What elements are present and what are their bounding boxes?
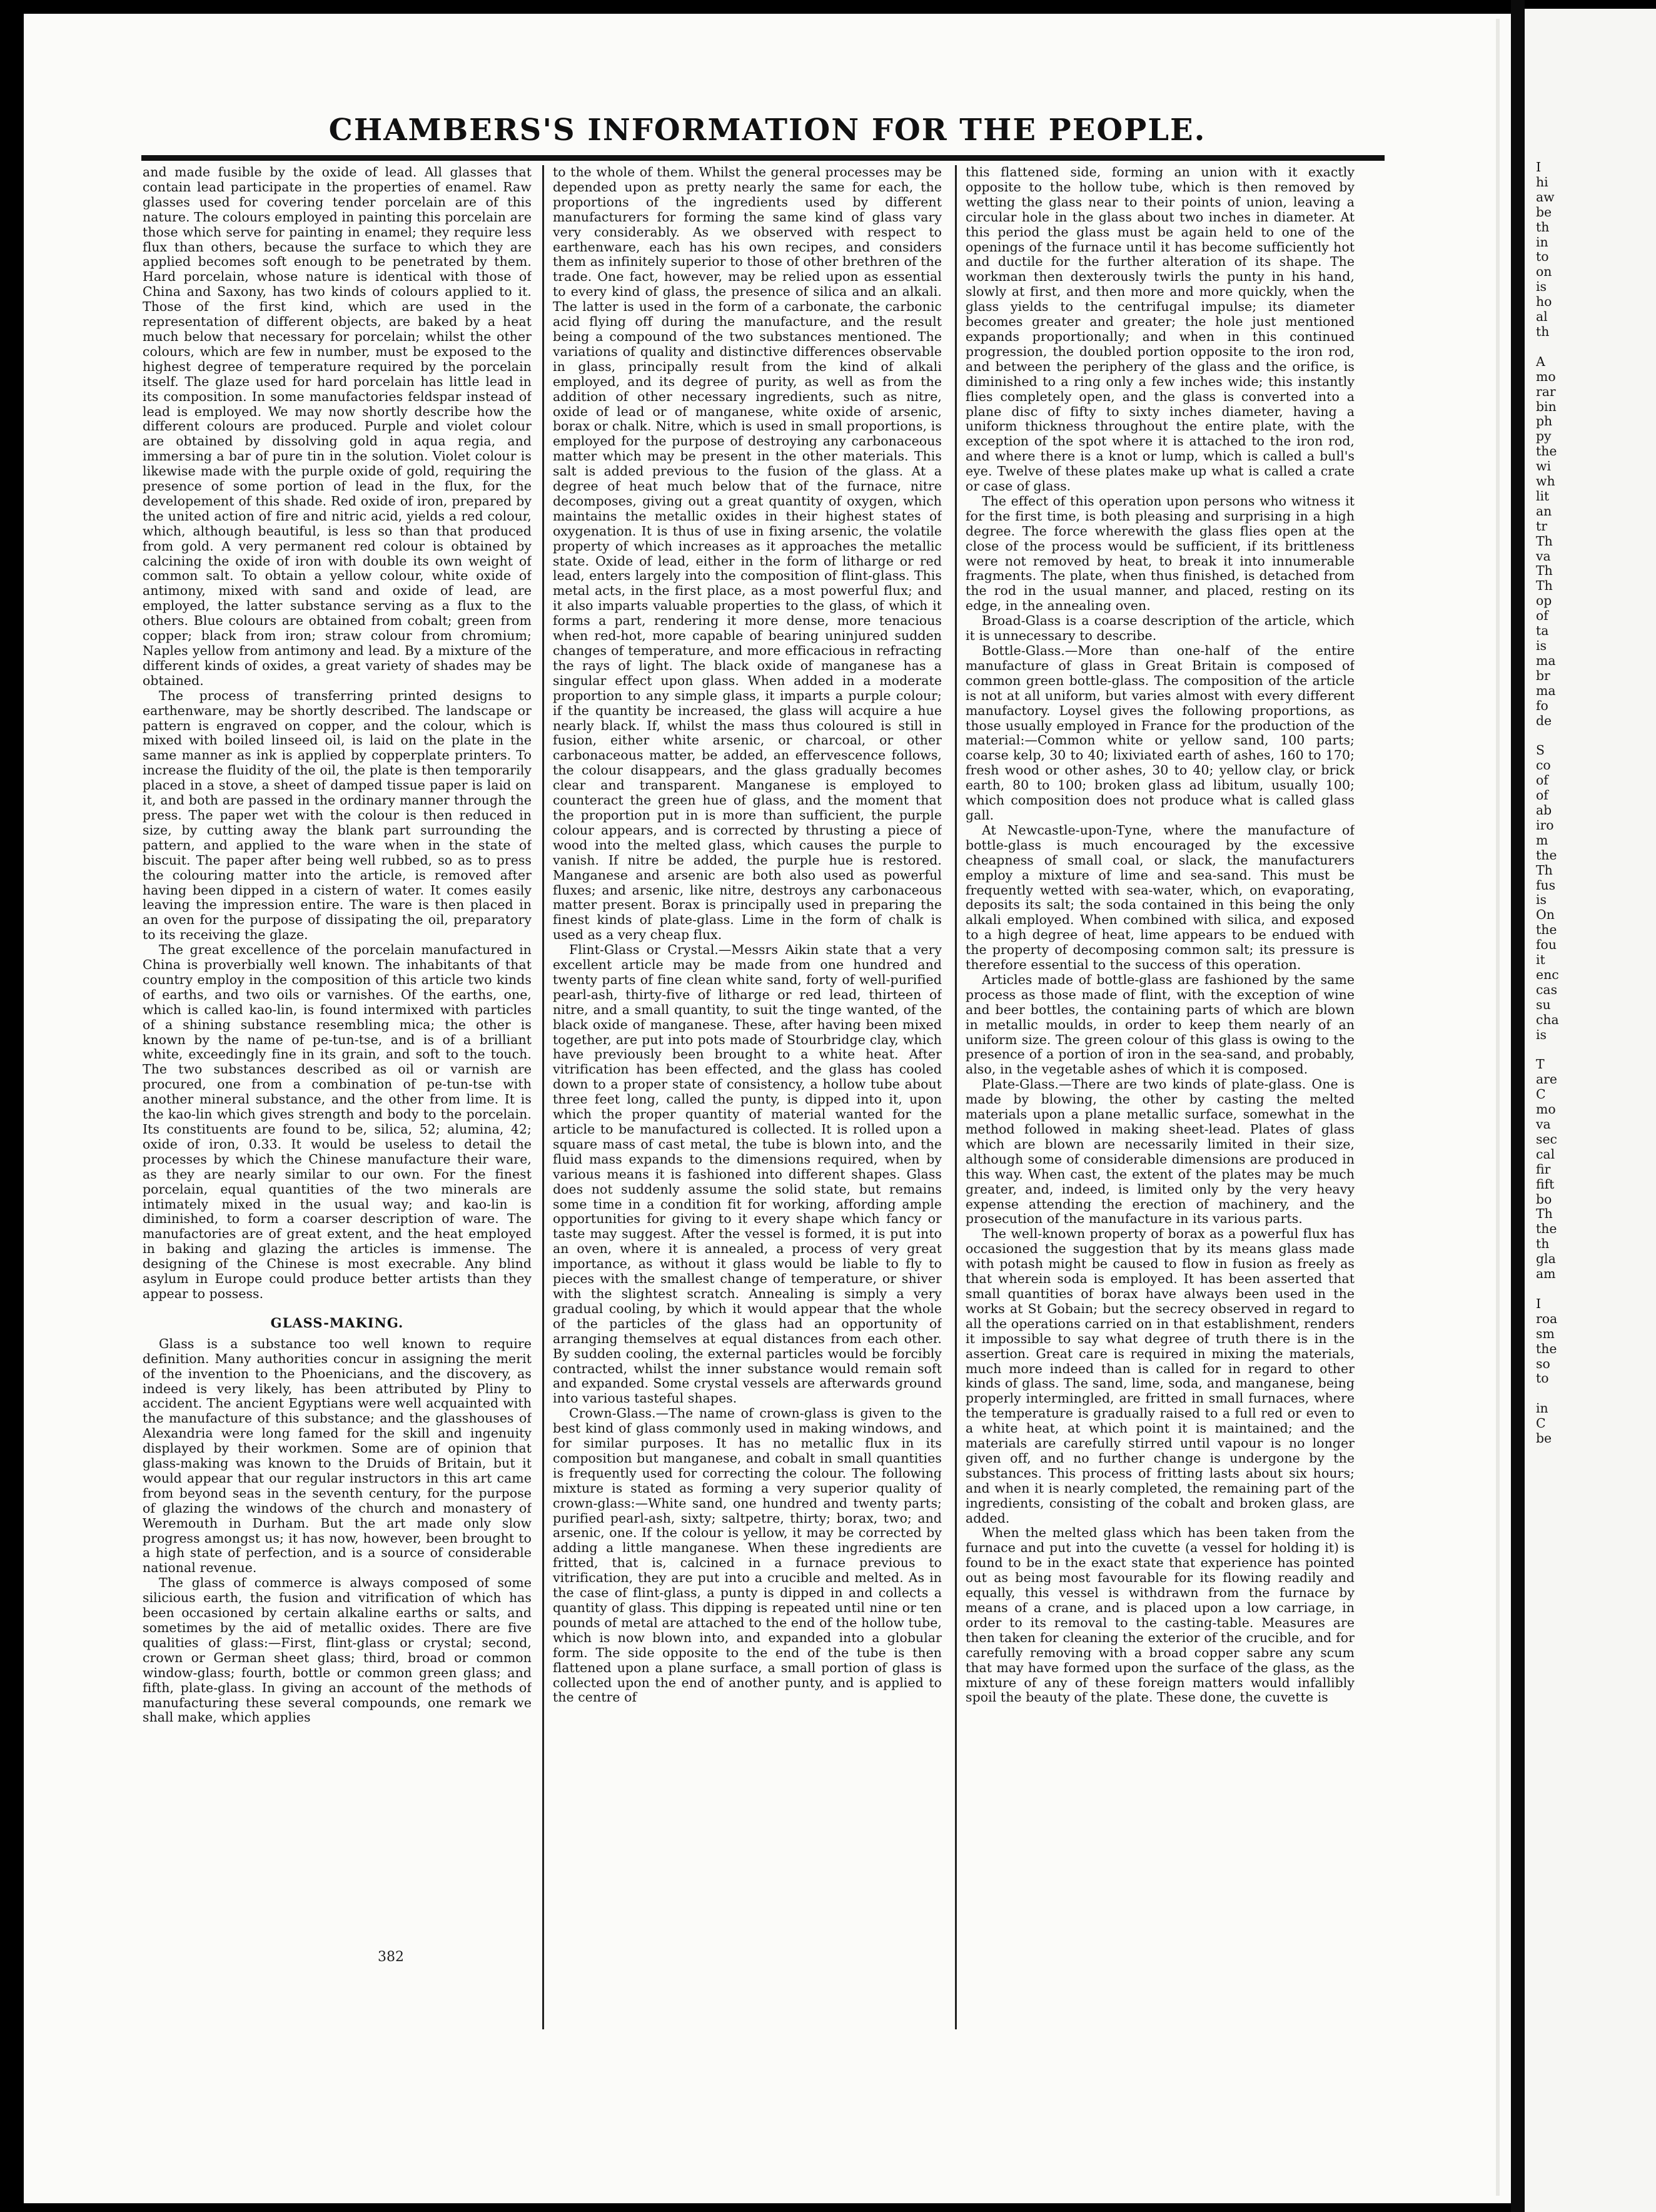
header-rule bbox=[141, 155, 1385, 161]
col2-paragraph-1: to the whole of them. Whilst the general processes may be depended upon as pretty nearly the same for each, the proportions of the ingredients used by different manufacturers for forming the same kind of glass vary very considerably. As we observed with respect to earthenware, each has his own recipes, and considers them as infinitely superior to those of other brethren of the trade. One fact, however, may be relied upon as essential to every kind of glass, the presence of silica and an alkali. The latter is used in the form of a carbonate, the carbonic acid flying off during the manufacture, and the result being a compound of the two substances mentioned. The variations of quality and distinctive differences observable in glass, principally result from the kind of alkali employed, and its degree of purity, as well as from the addition of other necessary ingredients, such as nitre, oxide of lead or of manganese, white oxide of arsenic, borax or chalk. Nitre, which is used in small proportions, is employed for the purpose of destroying any carbonaceous matter which may be present in the other materials. This salt is added previous to the fusion of the glass. At a degree of heat much below that of the furnace, nitre decomposes, giving out a great quantity of oxygen, which maintains the metallic oxides in their highest states of oxygenation. It is thus of use in fixing arsenic, the volatile property of which increases as it approaches the metallic state. Oxide of lead, either in the form of litharge or red lead, enters largely into the composition of flint-glass. This metal acts, in the first place, as a most powerful flux; and it also imparts valuable properties to the glass, of which it forms a part, rendering it more dense, more tenacious when red-hot, more capable of bearing uninjured sudden changes of temperature, and more efficacious in refracting the rays of light. The black oxide of manganese has a singular effect upon glass. When added in a moderate proportion to any simple glass, it imparts a purple colour; if the quantity be increased, the glass will acquire a hue nearly black. If, whilst the mass thus coloured is still in fusion, either white arsenic, or charcoal, or other carbonaceous matter, be added, an effervescence follows, the colour disappears, and the glass gradually becomes clear and transparent. Manganese is employed to counteract the green hue of glass, and the moment that the proportion put in is more than sufficient, the purple colour appears, and is corrected by thrusting a piece of wood into the melted glass, which causes the purple to vanish. If nitre be added, the purple hue is restored. Manganese and arsenic are both also used as powerful fluxes; and arsenic, like nitre, destroys any carbonaceous matter present. Borax is principally used in preparing the finest kinds of plate-glass. Lime in the form of chalk is used as a very cheap flux. bbox=[553, 165, 942, 943]
col3-paragraph-1: this flattened side, forming an union with it exactly opposite to the hollow tube, which is then removed by wetting the glass near to their points of union, leaving a circular hole in the glass about two inches in diameter. At this period the glass must be again held to one of the openings of the furnace until it has become sufficiently hot and ductile for the further alteration of its shape. The workman then dexterously twirls the punty in his hand, slowly at first, and then more and more quickly, when the glass yields to the centrifugal impulse; its diameter becomes greater and greater; the hole just mentioned expands proportionally; and when in this continued progression, the doubled portion opposite to the iron rod, and between the periphery of the glass and the orifice, is diminished to a ring only a few inches wide; this instantly flies completely open, and the glass is converted into a plane disc of fifty to sixty inches diameter, having a uniform thickness throughout the entire plate, with the exception of the spot where it is attached to the iron rod, and where there is a knot or lump, which is called a bull's eye. Twelve of these plates make up what is called a crate or case of glass. bbox=[966, 165, 1355, 494]
col1-paragraph-3: The great excellence of the porcelain manufactured in China is proverbially well known. The inhabitants of that country employ in the composition of this article two kinds of earths, and two oils or varnishes. Of the earths, one, which is called kao-lin, is found intermixed with particles of a shining substance resembling mica; the other is known by the name of pe-tun-tse, and is of a brilliant white, exceedingly fine in its grain, and soft to the touch. The two substances described as oil or varnish are procured, one from a combination of pe-tun-tse with another mineral substance, and the other from lime. It is the kao-lin which gives strength and body to the porcelain. Its constituents are found to be, silica, 52; alumina, 42; oxide of iron, 0.33. It would be useless to detail the processes by which the Chinese manufacture their ware, as they are nearly similar to our own. For the finest porcelain, equal quantities of the two minerals are intimately mixed in the usual way; and kao-lin is diminished, to form a coarser description of ware. The manufactories are of great extent, and the heat employed in baking and glazing the articles is immense. The designing of the Chinese is most execrable. Any blind asylum in Europe could produce better artists than they appear to possess. bbox=[143, 942, 532, 1301]
section-heading: GLASS-MAKING. bbox=[270, 1314, 404, 1331]
book-gutter bbox=[1511, 0, 1525, 2212]
col3-paragraph-8: The well-known property of borax as a powerful flux has occasioned the suggestion that by its means glass made with potash might be caused to flow in fusion as freely as that wherein soda is employed. It has been asserted that small quantities of borax have always been used in the works at St Gobain; but the secrecy observed in regard to all the operations carried on in that establishment, renders it impossible to say what degree of truth there is in the assertion. Great care is required in mixing the materials, much more indeed than is called for in regard to other kinds of glass. The sand, lime, soda, and manganese, being properly intermingled, are fritted in small furnaces, where the temperature is gradually raised to a full red or even to a white heat, at which point it is maintained; and the materials are carefully stirred until vapour is no longer given off, and no further change is undergone by the substances. This process of fritting lasts about six hours; and when it is nearly completed, the remaining part of the ingredients, consisting of the cobalt and broken glass, are added. bbox=[966, 1226, 1355, 1526]
page-edge-shadow bbox=[1496, 19, 1500, 2196]
col2-paragraph-2: Flint-Glass or Crystal.—Messrs Aikin state that a very excellent article may be made from one hundred and twenty parts of fine clean white sand, forty of well-purified pearl-ash, thirty-five of litharge or red lead, thirteen of nitre, and a small quantity, to suit the tinge wanted, of the black oxide of manganese. These, after having been mixed together, are put into pots made of Stourbridge clay, which have previously been brought to a white heat. After vitrification has been effected, and the glass has cooled down to a proper state of consistency, a hollow tube about three feet long, called the punty, is dipped into it, upon which the proper quantity of material wanted for the article to be manufactured is collected. It is rolled upon a square mass of cast metal, the tube is blown into, and the fluid mass expands to the dimensions required, when by various means it is fashioned into different shapes. Glass does not suddenly assume the solid state, but remains some time in a condition fit for working, affording ample opportunities for giving to it every shape which fancy or taste may suggest. After the vessel is formed, it is put into an oven, where it is annealed, a process of very great importance, as without it glass would be liable to fly to pieces with the smallest change of temperature, or shiver with the slightest scratch. Annealing is simply a very gradual cooling, by which it would appear that the whole of the particles of the glass had an opportunity of arranging themselves at equal distances from each other. By sudden cooling, the external particles would be forcibly contracted, whilst the inner substance would remain soft and expanded. Some crystal vessels are afterwards ground into various tasteful shapes. bbox=[553, 942, 942, 1406]
page-number: 382 bbox=[378, 1949, 404, 1965]
column-1 bbox=[143, 165, 532, 1954]
col3-paragraph-7: Plate-Glass.—There are two kinds of plate-glass. One is made by blowing, the other by casting the melted materials upon a plane metallic surface, somewhat in the method followed in making sheet-lead. Plates of glass which are blown are necessarily limited in their size, although some of considerable dimensions are produced in this way. When cast, the extent of the plates may be much greater, and, indeed, is limited only by the very heavy expense attending the erection of machinery, and the prosecution of the manufacture in its various parts. bbox=[966, 1077, 1355, 1227]
col3-paragraph-6: Articles made of bottle-glass are fashioned by the same process as those made of flint, with the exception of wine and beer bottles, the containing parts of which are blown in metallic moulds, in order to keep them nearly of an uniform size. The green colour of this glass is owing to the presence of a portion of iron in the sea-sand, and probably, also, in the vegetable ashes of which it is composed. bbox=[966, 972, 1355, 1077]
column-divider-1 bbox=[542, 165, 544, 2029]
col1-paragraph-5: The glass of commerce is always composed of some silicious earth, the fusion and vitrification of which has been occasioned by certain alkaline earths or salts, and sometimes by the aid of metallic oxides. There are five qualities of glass:—First, flint-glass or crystal; second, crown or German sheet glass; third, broad or common window-glass; fourth, bottle or common green glass; and fifth, plate-glass. In giving an account of the methods of manufacturing these several compounds, one remark we shall make, which applies bbox=[143, 1575, 532, 1725]
column-3 bbox=[966, 165, 1355, 1954]
col3-paragraph-3: Broad-Glass is a coarse description of the article, which it is unnecessary to describe. bbox=[966, 613, 1355, 644]
adjacent-page bbox=[1525, 9, 1656, 2212]
col1-paragraph-2: The process of transferring printed designs to earthenware, may be shortly described. The landscape or pattern is engraved on copper, and the colour, which is mixed with boiled linseed oil, is laid on the plate in the same manner as ink is applied by copperplate printers. To increase the fluidity of the oil, the plate is then temporarily placed in a stove, a sheet of damped tissue paper is laid on it, and both are passed in the ordinary manner through the press. The paper wet with the colour is then reduced in size, by cutting away the blank part surrounding the pattern, and applied to the ware when in the state of biscuit. The paper after being well rubbed, so as to press the colouring matter into the article, is removed after having been dipped in a cistern of water. It comes easily leaving the impression entire. The ware is then placed in an oven for the purpose of dissipating the oil, preparatory to its receiving the glaze. bbox=[143, 687, 532, 943]
column-2 bbox=[553, 165, 942, 1954]
adjacent-page-fragment: I hi aw be th in to on is ho al th A mo rar bin ph py the wi wh lit an tr Th va Th Th op of ta is ma br ma fo de S co of of ab iro m the Th fus is On the fou it enc cas su cha is T are C mo va sec cal fir fift bo Th the th gla am I roa sm the so to in C be bbox=[1536, 160, 1559, 1446]
running-title: CHAMBERS'S INFORMATION FOR THE PEOPLE. bbox=[328, 113, 1206, 148]
newspaper-page bbox=[24, 14, 1511, 2203]
col2-paragraph-3: Crown-Glass.—The name of crown-glass is given to the best kind of glass commonly used in making windows, and for similar purposes. It has no metallic flux in its composition but manganese, and cobalt in small quantities is frequently used for correcting the colour. The following mixture is stated as forming a very superior quality of crown-glass:—White sand, one hundred and twenty parts; purified pearl-ash, sixty; saltpetre, thirty; borax, two; and arsenic, one. If the colour is yellow, it may be corrected by adding a little manganese. When these ingredients are fritted, that is, calcined in a furnace previous to vitrification, they are put into a crucible and melted. As in the case of flint-glass, a punty is dipped in and collects a quantity of glass. This dipping is repeated until nine or ten pounds of metal are attached to the end of the hollow tube, which is now blown into, and expanded into a globular form. The side opposite to the end of the tube is then flattened upon a plane surface, a small portion of glass is collected upon the end of another punty, and is applied to the centre of bbox=[553, 1406, 942, 1705]
col3-paragraph-4: Bottle-Glass.—More than one-half of the entire manufacture of glass in Great Britain is composed of common green bottle-glass. The composition of the article is not at all uniform, but varies almost with every different manufactory. Loysel gives the following proportions, as those usually employed in France for the production of the material:—Common white or yellow sand, 100 parts; coarse kelp, 30 to 40; lixiviated earth of ashes, 160 to 170; fresh wood or other ashes, 30 to 40; yellow clay, or brick earth, 80 to 100; broken glass ad libitum, usually 100; which composition does not produce what is called glass gall. bbox=[966, 643, 1355, 823]
col1-paragraph-4: Glass is a substance too well known to require definition. Many authorities concur in assigning the merit of the invention to the Phoenicians, and the discovery, as indeed is very likely, has been attributed by Pliny to accident. The ancient Egyptians were well acquainted with the manufacture of this substance; and the glasshouses of Alexandria were long famed for the skill and ingenuity displayed by their workmen. Some are of opinion that glass-making was known to the Druids of Britain, but it would appear that our regular instructors in this art came from beyond seas in the seventh century, for the purpose of glazing the windows of the church and monastery of Weremouth in Durham. But the art made only slow progress amongst us; it has now, however, been brought to a high state of perfection, and is a source of considerable national revenue. bbox=[143, 1336, 532, 1576]
col3-paragraph-5: At Newcastle-upon-Tyne, where the manufacture of bottle-glass is much encouraged by the excessive cheapness of small coal, or slack, the manufacturers employ a mixture of lime and sea-sand. This must be frequently wetted with sea-water, which, on evaporating, deposits its salt; the soda contained in this being the only alkali employed. When combined with silica, and exposed to a high degree of heat, lime appears to be endued with the property of decomposing common salt; its pressure is therefore essential to the success of this operation. bbox=[966, 822, 1355, 973]
column-divider-2 bbox=[955, 165, 957, 2029]
col3-paragraph-9: When the melted glass which has been taken from the furnace and put into the cuvette (a vessel for holding it) is found to be in the exact state that experience has pointed out as being most favourable for its flowing readily and equally, this vessel is withdrawn from the furnace by means of a crane, and is placed upon a low carriage, in order to its removal to the casting-table. Measures are then taken for cleaning the exterior of the crucible, and for carefully removing with a broad copper sabre any scum that may have formed upon the surface of the glass, as the mixture of any of these foreign matters would infallibly spoil the beauty of the plate. These done, the cuvette is bbox=[966, 1525, 1355, 1705]
col1-paragraph-1: and made fusible by the oxide of lead. All glasses that contain lead participate in the properties of enamel. Raw glasses used for covering tender porcelain are of this nature. The colours employed in painting this porcelain are those which serve for painting in enamel; they require less flux than others, because the surface to which they are applied becomes soft enough to be penetrated by them. Hard porcelain, whose nature is identical with those of China and Saxony, has two kinds of colours applied to it. Those of the first kind, which are used in the representation of different objects, are baked by a heat much below that necessary for porcelain; whilst the other colours, which are few in number, must be exposed to the highest degree of temperature required by the porcelain itself. The glaze used for hard porcelain has little lead in its composition. In some manufactories feldspar instead of lead is employed. We may now shortly describe how the different colours are produced. Purple and violet colour are obtained by dissolving gold in aqua regia, and immersing a bar of pure tin in the solution. Violet colour is likewise made with the purple oxide of gold, requiring the presence of some portion of lead in the flux, for the developement of this shade. Red oxide of iron, prepared by the united action of fire and nitric acid, yields a red colour, which, although beautiful, is less so than that produced from gold. A very permanent red colour is obtained by calcining the oxide of iron with double its own weight of common salt. To obtain a yellow colour, white oxide of antimony, mixed with sand and oxide of lead, are employed, the latter substance serving as a flux to the others. Blue colours are obtained from cobalt; green from copper; black from iron; straw colour from chromium; Naples yellow from antimony and lead. By a mixture of the different kinds of oxides, a great variety of shades may be obtained. bbox=[143, 165, 532, 688]
col3-paragraph-2: The effect of this operation upon persons who witness it for the first time, is both pleasing and surprising in a high degree. The force wherewith the glass flies open at the close of the process would be sufficient, if its brittleness were not removed by heat, to break it into innumerable fragments. The plate, when thus finished, is detached from the rod in the usual manner, and placed, resting on its edge, in the annealing oven. bbox=[966, 493, 1355, 614]
